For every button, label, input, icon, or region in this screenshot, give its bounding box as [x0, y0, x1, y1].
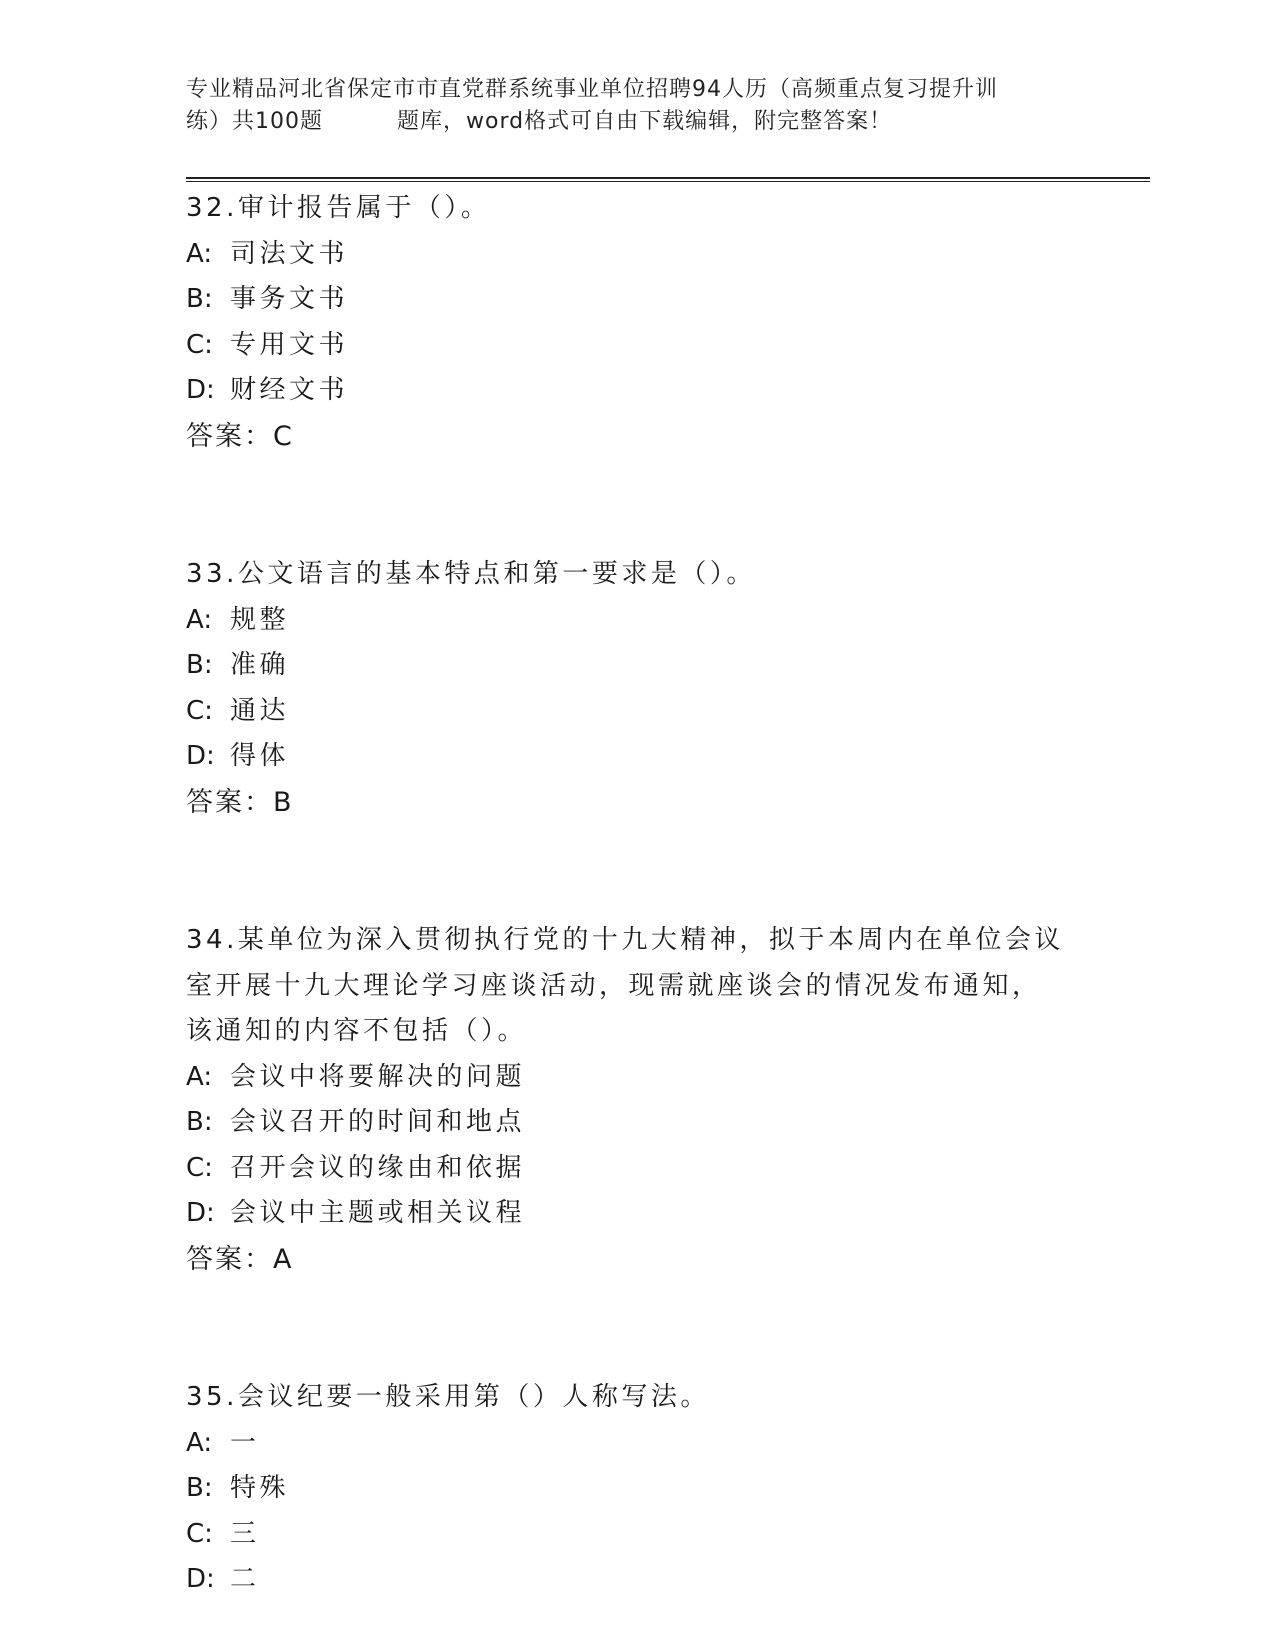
option-key: A:: [186, 1427, 213, 1458]
question-stem: 32.审计报告属于（）。: [186, 193, 491, 223]
option-key: D:: [186, 1564, 215, 1594]
option-b: [186, 1100, 1086, 1146]
answer-line: [186, 414, 1086, 460]
option-text: 得体: [230, 741, 290, 771]
option-key: C:: [186, 1152, 213, 1183]
option-text: 司法文书: [230, 238, 349, 269]
option-key: C:: [186, 1518, 213, 1549]
question-stem: 33.公文语言的基本特点和第一要求是（）。: [186, 559, 756, 589]
option-text: 专用文书: [230, 329, 349, 360]
option-key: D:: [186, 741, 215, 771]
answer-label: 答案：: [186, 1243, 273, 1275]
option-text: 特殊: [230, 1473, 290, 1503]
option-c: [186, 689, 1086, 735]
question-32: [186, 186, 1086, 459]
answer-line: [186, 780, 1086, 826]
header-divider-thin: [186, 181, 1150, 182]
option-key: A:: [186, 238, 213, 269]
option-d: [186, 1191, 1086, 1237]
option-text: 财经文书: [230, 375, 349, 405]
option-c: [186, 323, 1086, 369]
option-key: A:: [186, 1061, 213, 1092]
question-35: [186, 1375, 1086, 1603]
header-divider-thick: [186, 177, 1150, 179]
answer-label: 答案：: [186, 786, 273, 818]
option-text: 规整: [230, 604, 290, 635]
option-text: 会议中主题或相关议程: [230, 1198, 526, 1228]
option-key: B:: [186, 284, 213, 314]
option-d: [186, 1557, 1086, 1603]
option-text: 二: [230, 1564, 260, 1594]
question-33: [186, 552, 1086, 825]
option-key: C:: [186, 695, 213, 726]
answer-value: A: [273, 1243, 293, 1275]
option-text: 会议中将要解决的问题: [230, 1061, 526, 1092]
option-key: D:: [186, 375, 215, 405]
question-34: [186, 918, 1086, 1282]
option-key: B:: [186, 1107, 213, 1137]
question-stem: 34.某单位为深入贯彻执行党的十九大精神，拟于本周内在单位会议室开展十九大理论学习座谈活动，现需就座谈会的情况发布通知，该通知的内容不包括（）。: [186, 925, 1064, 1046]
option-d: [186, 368, 1086, 414]
header-line-1: 专业精品河北省保定市市直党群系统事业单位招聘94人历（高频重点复习提升训: [186, 77, 998, 102]
option-c: [186, 1512, 1086, 1558]
option-b: [186, 277, 1086, 323]
option-text: 通达: [230, 695, 290, 726]
option-a: [186, 598, 1086, 644]
option-a: [186, 1421, 1086, 1467]
option-text: 事务文书: [230, 284, 349, 314]
option-key: A:: [186, 604, 213, 635]
option-text: 准确: [230, 650, 290, 680]
question-stem: 35.会议纪要一般采用第（）人称写法。: [186, 1382, 710, 1412]
option-b: [186, 643, 1086, 689]
option-b: [186, 1466, 1086, 1512]
header-line-2-part-b: 题库，word格式可自由下载编辑，附完整答案！: [397, 109, 893, 134]
option-key: D:: [186, 1198, 215, 1228]
option-key: C:: [186, 329, 213, 360]
option-text: 召开会议的缘由和依据: [230, 1152, 526, 1183]
option-key: B:: [186, 650, 213, 680]
option-key: B:: [186, 1473, 213, 1503]
document-header: [186, 74, 1066, 138]
option-a: [186, 1055, 1086, 1101]
header-line-2: [186, 106, 1066, 138]
header-line-2-part-a: 练）共100题: [186, 109, 323, 134]
option-text: 会议召开的时间和地点: [230, 1107, 526, 1137]
option-c: [186, 1146, 1086, 1192]
option-text: 三: [230, 1518, 260, 1549]
answer-line: [186, 1237, 1086, 1283]
answer-label: 答案：: [186, 420, 273, 452]
question-list: [186, 186, 1086, 1603]
option-d: [186, 734, 1086, 780]
option-a: [186, 232, 1086, 278]
option-text: 一: [230, 1427, 260, 1458]
answer-value: C: [273, 420, 293, 452]
answer-value: B: [273, 786, 293, 818]
